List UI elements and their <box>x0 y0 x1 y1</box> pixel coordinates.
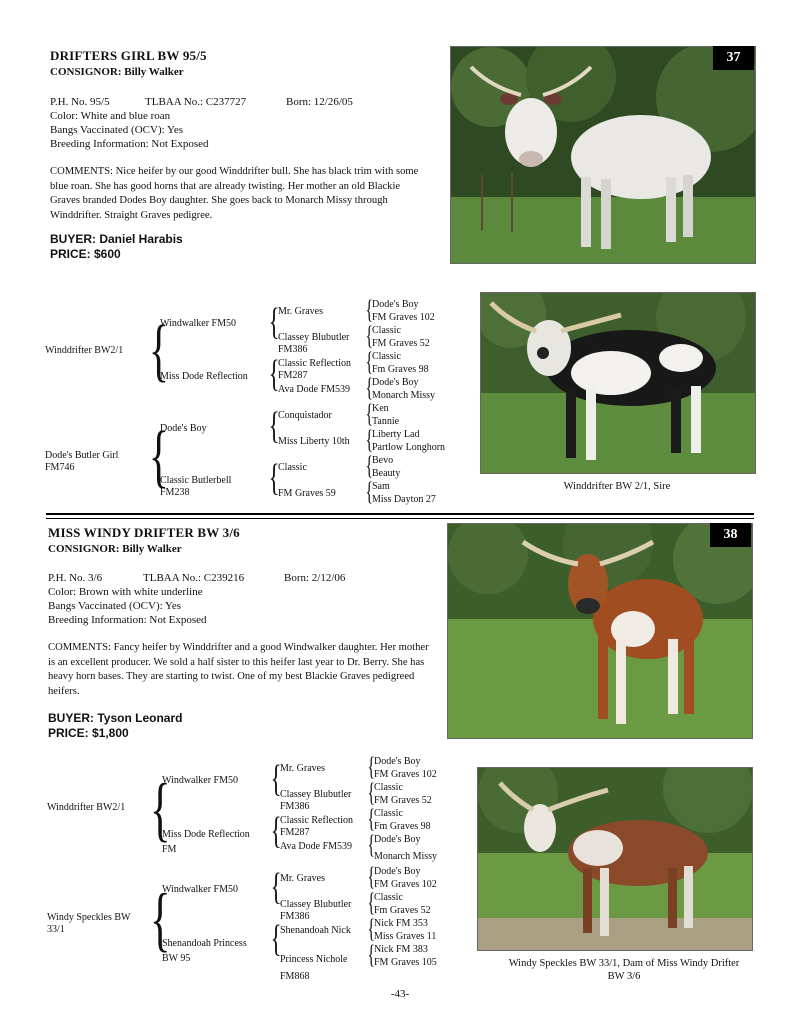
pedigree-brace: { <box>270 758 282 800</box>
ph-number: P.H. No. 95/5 <box>50 96 110 108</box>
pedigree-g4: Beauty <box>372 468 401 479</box>
pedigree-brace: { <box>365 425 373 454</box>
section-divider <box>46 513 754 515</box>
pedigree-dam-dam: Shenandoah Princess BW 95 <box>162 938 247 964</box>
pedigree-sire-dam: Miss Dode Reflection FM <box>162 829 250 855</box>
pedigree-brace: { <box>270 918 282 960</box>
price: PRICE: $1,800 <box>48 726 129 740</box>
pedigree-g4: Ken <box>372 403 389 414</box>
born-date: Born: 2/12/06 <box>284 572 346 584</box>
pedigree-g3: FM Graves 59 <box>278 488 336 499</box>
pedigree-brace: { <box>148 418 169 495</box>
pedigree-brace: { <box>270 866 282 908</box>
pedigree-sire-dam: Miss Dode Reflection <box>160 371 248 382</box>
pedigree-g4: Monarch Missy <box>372 390 436 401</box>
price: PRICE: $600 <box>50 247 121 261</box>
pedigree-brace: { <box>270 810 282 852</box>
pedigree-g4: Tannie <box>372 416 400 427</box>
pedigree-brace: { <box>365 451 373 480</box>
pedigree-g3: Conquistador <box>278 410 332 421</box>
pedigree-brace: { <box>367 862 375 891</box>
buyer: BUYER: Daniel Harabis <box>50 232 183 246</box>
pedigree-g3: Mr. Graves <box>278 306 323 317</box>
pedigree-g4: Classic <box>374 782 403 793</box>
pedigree-g4: Classic <box>372 351 401 362</box>
lot-number-badge: 37 <box>713 46 754 70</box>
pedigree-sire: Winddrifter BW2/1 <box>47 802 126 813</box>
pedigree-g4: FM Graves 52 <box>374 795 432 806</box>
pedigree-g4: FM Graves 105 <box>374 957 437 968</box>
pedigree-g4: Dode's Boy <box>374 756 421 767</box>
pedigree-g4: Classic <box>374 808 403 819</box>
pedigree-dam-sire: Windwalker FM50 <box>162 884 238 895</box>
photo-caption: Winddrifter BW 2/1, Sire <box>563 481 671 492</box>
pedigree-brace: { <box>367 888 375 917</box>
pedigree-g3: Classic <box>278 462 307 473</box>
heifer-photo <box>450 46 756 264</box>
pedigree-g4: Sam <box>372 481 390 492</box>
pedigree-g4: Dode's Boy <box>374 834 421 845</box>
heifer-photo <box>447 523 753 739</box>
comments: COMMENTS: Fancy heifer by Winddrifter and a good Windwalker daughter. Her mother is an excellent producer. We sold a half sister to this heifer last year to Dr. Berry. She has heavy horn bases. They are starting to twist. One of my best Blackie Graves pedigreed heifers. <box>48 642 429 697</box>
pedigree-g4: Miss Graves 11 <box>374 931 437 942</box>
pedigree-brace: { <box>149 879 171 959</box>
pedigree-brace: { <box>365 477 373 506</box>
pedigree-g4: FM Graves 102 <box>374 879 437 890</box>
pedigree-sire-sire: Windwalker FM50 <box>160 318 236 329</box>
pedigree-g4: Dode's Boy <box>374 866 421 877</box>
pedigree-brace: { <box>367 804 375 833</box>
pedigree-g3: Shenandoah Nick <box>280 925 351 936</box>
pedigree-g4: FM Graves 52 <box>372 338 430 349</box>
pedigree-g4: Liberty Lad <box>372 429 420 440</box>
pedigree-g3: Classic Reflection FM287 <box>278 358 352 381</box>
pedigree-brace: { <box>365 321 373 350</box>
pedigree-g3: Mr. Graves <box>280 763 325 774</box>
lot-number-badge: 38 <box>710 523 751 547</box>
pedigree-brace: { <box>149 769 171 849</box>
pedigree-g4: Fm Graves 52 <box>374 905 431 916</box>
pedigree-brace: { <box>367 778 375 807</box>
pedigree-g3: Ava Dode FM539 <box>278 384 351 395</box>
breeding-info: Breeding Information: Not Exposed <box>48 614 207 626</box>
consignor: CONSIGNOR: Billy Walker <box>48 543 182 555</box>
pedigree-brace: { <box>268 353 280 395</box>
bangs-info: Bangs Vaccinated (OCV): Yes <box>48 600 182 612</box>
pedigree-brace: { <box>365 373 373 402</box>
pedigree-dam: Windy Speckles BW 33/1 <box>47 912 131 935</box>
color-info: Color: White and blue roan <box>50 110 171 122</box>
sire-photo <box>480 292 756 474</box>
pedigree-sire: Winddrifter BW2/1 <box>45 345 124 356</box>
dam-photo <box>477 767 753 951</box>
born-date: Born: 12/26/05 <box>286 96 353 108</box>
lot-title: DRIFTERS GIRL BW 95/5 <box>50 48 207 63</box>
pedigree-g4: Classic <box>374 892 403 903</box>
pedigree-brace: { <box>365 295 373 324</box>
photo-caption: Windy Speckles BW 33/1, Dam of Miss Windy Drifter BW 3/6 <box>508 958 740 982</box>
pedigree-brace: { <box>367 914 375 943</box>
pedigree-dam: Dode's Butler Girl FM746 <box>45 450 119 473</box>
color-info: Color: Brown with white underline <box>48 586 203 598</box>
pedigree-brace: { <box>365 399 373 428</box>
pedigree-g3: Mr. Graves <box>280 873 325 884</box>
pedigree-g3: Classic Reflection FM287 <box>280 815 354 838</box>
pedigree-brace: { <box>367 752 375 781</box>
pedigree-brace: { <box>268 457 280 499</box>
pedigree-brace: { <box>367 830 375 859</box>
pedigree-g3: Classey Blubutler FM386 <box>280 899 352 922</box>
pedigree-g4: Nick FM 383 <box>374 944 428 955</box>
pedigree-g4: Nick FM 353 <box>374 918 428 929</box>
pedigree-dam-sire: Dode's Boy <box>160 423 207 434</box>
pedigree-g4: Dode's Boy <box>372 299 419 310</box>
pedigree-brace: { <box>268 405 280 447</box>
pedigree-sire-sire: Windwalker FM50 <box>162 775 238 786</box>
pedigree-brace: { <box>268 301 280 343</box>
pedigree-g3: Ava Dode FM539 <box>280 841 353 852</box>
ph-number: P.H. No. 3/6 <box>48 572 103 584</box>
pedigree-g4: Fm Graves 98 <box>372 364 429 375</box>
section-divider <box>46 518 754 519</box>
pedigree-g3: Princess Nichole FM868 <box>280 954 348 982</box>
pedigree-g4: Monarch Missy <box>374 851 438 862</box>
pedigree-g4: Partlow Longhorn <box>372 442 446 453</box>
pedigree-brace: { <box>148 312 169 389</box>
comments: COMMENTS: Nice heifer by our good Winddrifter bull. She has black trim with some blue roan. She has good horns that are already twisting. Her mother an old Blackie Graves branded Dodes Boy daughter. She goes back to Monarch Missy through Winddrifter. Straight Graves pedigree. <box>50 166 419 221</box>
pedigree-dam-dam: Classic Butlerbell FM238 <box>160 475 232 498</box>
breeding-info: Breeding Information: Not Exposed <box>50 138 209 150</box>
pedigree-g4: Miss Dayton 27 <box>372 494 436 505</box>
pedigree-g3: Classey Blubutler FM386 <box>278 332 350 355</box>
pedigree-g3: Miss Liberty 10th <box>278 436 350 447</box>
tlbaa-number: TLBAA No.: C237727 <box>145 96 247 108</box>
pedigree-g3: Classey Blubutler FM386 <box>280 789 352 812</box>
pedigree-g4: FM Graves 102 <box>372 312 435 323</box>
tlbaa-number: TLBAA No.: C239216 <box>143 572 245 584</box>
consignor: CONSIGNOR: Billy Walker <box>50 66 184 78</box>
lot-title: MISS WINDY DRIFTER BW 3/6 <box>48 525 240 540</box>
bangs-info: Bangs Vaccinated (OCV): Yes <box>50 124 184 136</box>
pedigree-g4: FM Graves 102 <box>374 769 437 780</box>
pedigree-g4: Dode's Boy <box>372 377 419 388</box>
pedigree-g4: Classic <box>372 325 401 336</box>
pedigree-brace: { <box>367 940 375 969</box>
buyer: BUYER: Tyson Leonard <box>48 711 183 725</box>
pedigree-g4: Fm Graves 98 <box>374 821 431 832</box>
pedigree-g4: Bevo <box>372 455 394 466</box>
pedigree-brace: { <box>365 347 373 376</box>
page-number: -43- <box>390 988 410 1000</box>
